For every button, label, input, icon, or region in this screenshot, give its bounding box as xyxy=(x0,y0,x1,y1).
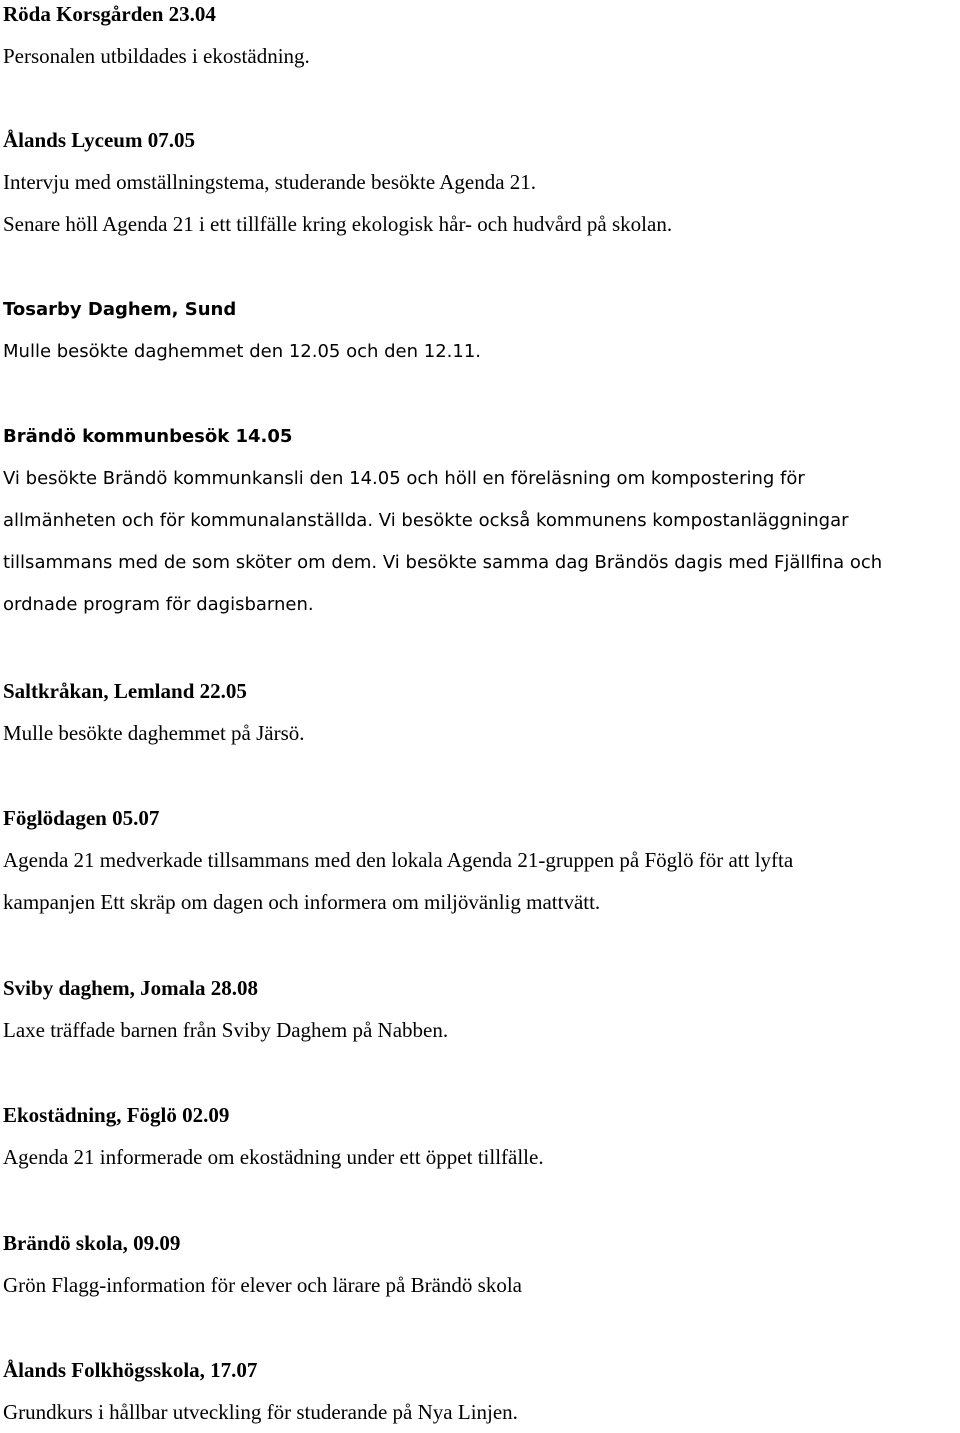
entry-alands-folkhogskola xyxy=(3,1349,958,1433)
entry-brando-skola xyxy=(3,1222,958,1306)
entry-heading: Tosarby Daghem, Sund xyxy=(3,299,237,320)
entry-body xyxy=(3,1391,958,1433)
entry-line: allmänheten och för kommunalanställda. Vi besökte också kommunens kompostanläggningar xyxy=(3,510,849,531)
entry-line: Grön Flagg-information för elever och lärare på Brändö skola xyxy=(3,1273,522,1297)
entry-body xyxy=(3,839,958,923)
entry-heading: Föglödagen 05.07 xyxy=(3,806,160,830)
entry-foglodagen xyxy=(3,797,958,923)
entry-heading: Sviby daghem, Jomala 28.08 xyxy=(3,976,258,1000)
entry-line: ordnade program för dagisbarnen. xyxy=(3,594,314,615)
entry-heading: Röda Korsgården 23.04 xyxy=(3,2,216,26)
entry-heading: Ålands Folkhögsskola, 17.07 xyxy=(3,1358,258,1382)
entry-line: Mulle besökte daghemmet den 12.05 och den 12.11. xyxy=(3,341,481,362)
entry-line: Laxe träffade barnen från Sviby Daghem på Nabben. xyxy=(3,1018,449,1042)
entry-ekostadning-foglo xyxy=(3,1094,958,1178)
entry-body xyxy=(3,712,958,754)
entry-body xyxy=(3,35,958,77)
entry-line: tillsammans med de som sköter om dem. Vi besökte samma dag Brändös dagis med Fjällfina och xyxy=(3,552,883,573)
entry-line: Agenda 21 medverkade tillsammans med den lokala Agenda 21-gruppen på Föglö för att lyfta xyxy=(3,848,794,872)
entry-body xyxy=(3,1264,958,1306)
entry-line: Vi besökte Brändö kommunkansli den 14.05 och höll en föreläsning om kompostering för xyxy=(3,468,805,489)
entry-body xyxy=(3,161,958,245)
entry-heading: Brändö kommunbesök 14.05 xyxy=(3,426,293,447)
entry-alands-lyceum xyxy=(3,119,958,245)
entry-heading: Ålands Lyceum 07.05 xyxy=(3,128,195,152)
entry-body xyxy=(3,458,958,626)
entry-heading: Ekostädning, Föglö 02.09 xyxy=(3,1103,230,1127)
entry-line: Intervju med omställningstema, studerande besökte Agenda 21. xyxy=(3,170,537,194)
entry-body xyxy=(3,331,958,373)
entry-heading: Saltkråkan, Lemland 22.05 xyxy=(3,679,247,703)
entry-roda-korsgarden xyxy=(3,0,958,77)
entry-saltkrakan xyxy=(3,670,958,754)
entry-line: kampanjen Ett skräp om dagen och informera om miljövänlig mattvätt. xyxy=(3,890,601,914)
entry-line: Agenda 21 informerade om ekostädning under ett öppet tillfälle. xyxy=(3,1145,544,1169)
entry-heading: Brändö skola, 09.09 xyxy=(3,1231,181,1255)
entry-body xyxy=(3,1136,958,1178)
entry-tosarby-daghem xyxy=(3,289,958,373)
entry-line: Personalen utbildades i ekostädning. xyxy=(3,44,310,68)
entry-brando-kommunbesok xyxy=(3,416,958,626)
entry-line: Mulle besökte daghemmet på Järsö. xyxy=(3,721,305,745)
entry-line: Grundkurs i hållbar utveckling för studerande på Nya Linjen. xyxy=(3,1400,518,1424)
entry-sviby-daghem xyxy=(3,967,958,1051)
entry-body xyxy=(3,1009,958,1051)
entry-line: Senare höll Agenda 21 i ett tillfälle kring ekologisk hår- och hudvård på skolan. xyxy=(3,212,673,236)
